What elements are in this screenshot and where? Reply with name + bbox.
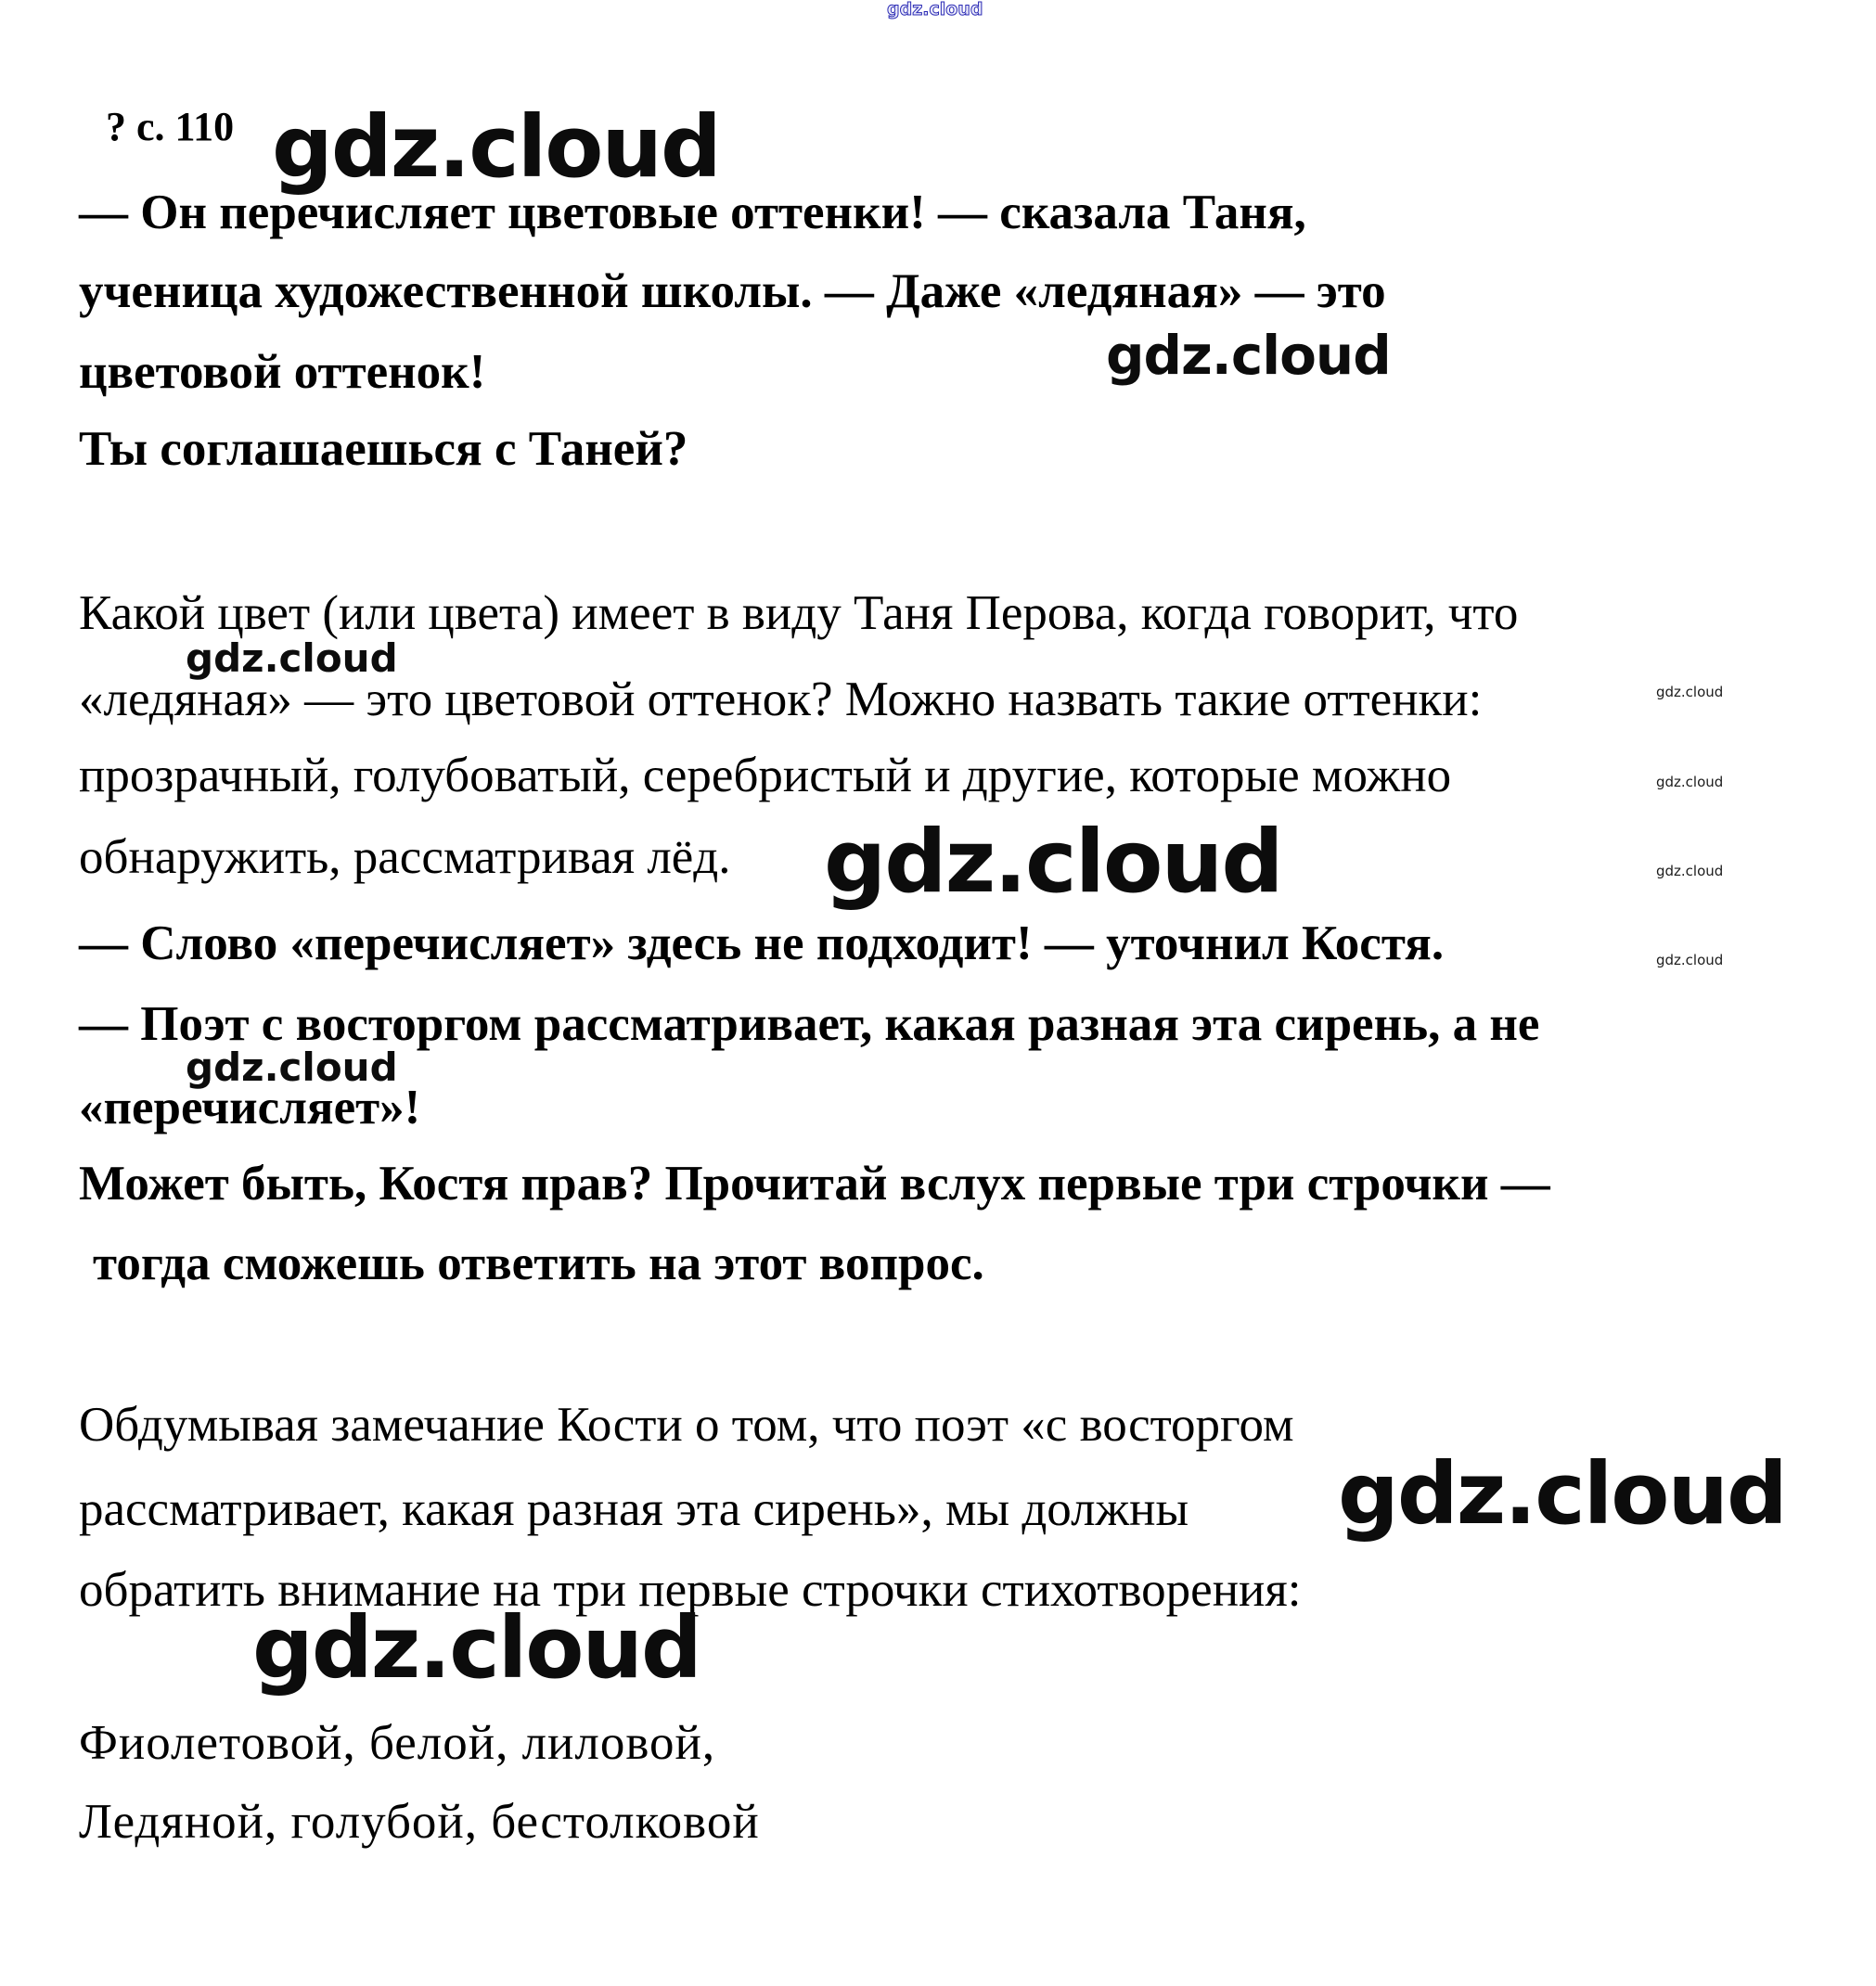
gdz-cloud-watermark-tiny-4: gdz.cloud [1656, 952, 1724, 968]
dialog-tanya-line-1: — Он перечисляет цветовые оттенки! — сказала Таня, [79, 186, 1306, 239]
dialog-tanya-line-3: цветовой оттенок! [79, 345, 486, 399]
dialog-kostya-line-2: — Поэт с восторгом рассматривает, какая разная эта сирень, а не [79, 997, 1540, 1051]
gdz-cloud-watermark-small-2: gdz.cloud [186, 1044, 398, 1090]
dialog-kostya-line-3: «перечисляет»! [79, 1081, 421, 1134]
answer-color-line-1: Какой цвет (или цвета) имеет в виду Таня Перова, когда говорит, что [79, 586, 1519, 640]
answer-color-line-4: обнаружить, рассматривая лёд. [79, 830, 731, 884]
gdz-cloud-watermark-bottom-large: gdz.cloud [252, 1598, 700, 1698]
page-reference: ? с. 110 [106, 104, 235, 149]
gdz-cloud-watermark-top-blue: gdz.cloud [887, 0, 983, 19]
answer-poem-line-3: обратить внимание на три первые строчки стихотворения: [79, 1563, 1302, 1617]
dialog-tanya-question: Ты соглашаешься с Таней? [79, 422, 688, 476]
dialog-kostya-line-1: — Слово «перечисляет» здесь не подходит! — уточнил Костя. [79, 916, 1445, 970]
answer-poem-line-1: Обдумывая замечание Кости о том, что поэт «с восторгом [79, 1398, 1294, 1452]
answer-color-line-2: «ледяная» — это цветовой оттенок? Можно назвать такие оттенки: [79, 673, 1483, 726]
dialog-tanya-line-2: ученица художественной школы. — Даже «ледяная» — это [79, 264, 1386, 318]
answer-color-line-3: прозрачный, голубоватый, серебристый и другие, которые можно [79, 749, 1452, 802]
poem-line-2: Ледяной, голубой, бестолковой [79, 1795, 760, 1849]
gdz-cloud-watermark-tiny-2: gdz.cloud [1656, 774, 1724, 790]
poem-line-1: Фиолетовой, белой, лиловой, [79, 1716, 716, 1770]
gdz-cloud-watermark-right-large: gdz.cloud [1338, 1444, 1786, 1544]
answer-poem-line-2: рассматривает, какая разная эта сирень», мы должны [79, 1482, 1189, 1536]
dialog-kostya-line-4: Может быть, Костя прав? Прочитай вслух первые три строчки — [79, 1157, 1550, 1211]
gdz-cloud-watermark-small-1: gdz.cloud [186, 635, 398, 681]
gdz-cloud-watermark-tiny-1: gdz.cloud [1656, 684, 1724, 700]
gdz-cloud-watermark-center-large: gdz.cloud [824, 812, 1282, 913]
gdz-cloud-watermark-line3-right: gdz.cloud [1106, 324, 1391, 387]
dialog-kostya-line-5: тогда сможешь ответить на этот вопрос. [93, 1236, 984, 1290]
gdz-cloud-watermark-tiny-3: gdz.cloud [1656, 863, 1724, 879]
gdz-cloud-watermark-header: gdz.cloud [272, 97, 720, 197]
